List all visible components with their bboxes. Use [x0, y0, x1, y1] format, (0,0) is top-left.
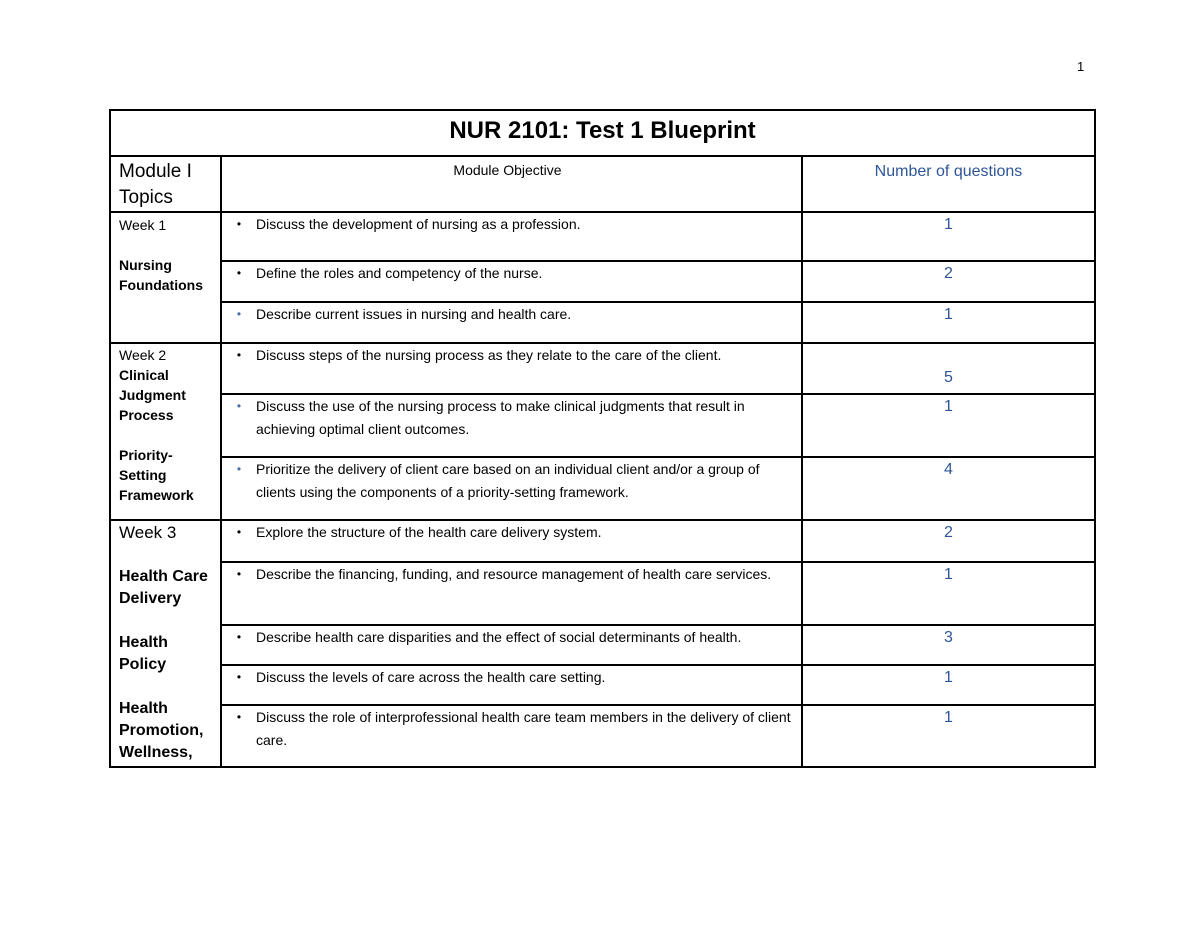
week-label: Week 2	[119, 347, 167, 363]
topic-label: Foundations	[119, 277, 203, 293]
topic-label: Clinical	[119, 367, 169, 383]
topic-label: Framework	[119, 487, 194, 503]
objective-text: Discuss steps of the nursing process as they relate to the care of the client.	[256, 347, 722, 363]
question-count: 1	[802, 562, 1095, 625]
question-count: 3	[802, 625, 1095, 665]
topic-label: Policy	[119, 656, 167, 673]
topic-label: Judgment	[119, 387, 186, 403]
table-row	[110, 562, 1095, 625]
objective-text: Discuss the development of nursing as a profession.	[256, 216, 581, 232]
topic-label: Health	[119, 700, 168, 717]
week3-topic-cell	[110, 520, 221, 767]
objective-text: Explore the structure of the health care delivery system.	[256, 524, 602, 540]
table-title: NUR 2101: Test 1 Blueprint	[110, 110, 1095, 156]
bullet-icon: •	[236, 670, 242, 684]
question-count: 4	[802, 457, 1095, 520]
objective-text: Describe health care disparities and the effect of social determinants of health.	[256, 629, 742, 645]
bullet-icon: •	[236, 399, 242, 413]
objective-cell	[221, 705, 802, 767]
objective-text: Discuss the use of the nursing process to make clinical judgments that result in achieving optimal client outcomes.	[256, 398, 745, 437]
bullet-icon: •	[236, 462, 242, 476]
topic-label: Wellness,	[119, 744, 193, 761]
topic-label: Health Care	[119, 568, 208, 585]
topic-label: Process	[119, 407, 174, 423]
bullet-icon: •	[236, 307, 242, 321]
bullet-icon: •	[236, 266, 242, 280]
page-number: 1	[1077, 59, 1085, 74]
bullet-icon: •	[236, 217, 242, 231]
topic-label: Health	[119, 634, 168, 651]
objective-cell	[221, 302, 802, 343]
bullet-icon: •	[236, 348, 242, 362]
objective-cell	[221, 343, 802, 394]
objective-text: Define the roles and competency of the nurse.	[256, 265, 543, 281]
week2-topic-cell	[110, 343, 221, 520]
question-count: 2	[802, 261, 1095, 302]
objective-cell	[221, 261, 802, 302]
topic-label: Priority-	[119, 447, 173, 463]
table-row	[110, 343, 1095, 394]
objective-cell	[221, 562, 802, 625]
table-row	[110, 705, 1095, 767]
objective-cell	[221, 520, 802, 562]
topic-label: Promotion,	[119, 722, 204, 739]
objective-text: Describe the financing, funding, and resource management of health care services.	[256, 566, 772, 582]
bullet-icon: •	[236, 630, 242, 644]
question-count: 5	[802, 343, 1095, 394]
header-row	[110, 156, 1095, 212]
table-row	[110, 212, 1095, 261]
table-row	[110, 457, 1095, 520]
table-row	[110, 520, 1095, 562]
question-count: 1	[802, 394, 1095, 457]
table-row	[110, 394, 1095, 457]
header-topics: Module I Topics	[110, 156, 221, 212]
bullet-icon: •	[236, 525, 242, 539]
table-row	[110, 665, 1095, 705]
objective-text: Discuss the role of interprofessional health care team members in the delivery of client care.	[256, 709, 791, 748]
bullet-icon: •	[236, 710, 242, 724]
topic-label: Delivery	[119, 590, 182, 607]
question-count: 1	[802, 705, 1095, 767]
question-count: 1	[802, 665, 1095, 705]
week-label: Week 3	[119, 523, 177, 542]
title-row	[110, 110, 1095, 156]
objective-cell	[221, 457, 802, 520]
question-count: 1	[802, 302, 1095, 343]
objective-text: Describe current issues in nursing and health care.	[256, 306, 572, 322]
blueprint-table	[109, 109, 1096, 768]
topic-label: Nursing	[119, 257, 172, 273]
objective-cell	[221, 625, 802, 665]
objective-text: Discuss the levels of care across the health care setting.	[256, 669, 606, 685]
objective-cell	[221, 212, 802, 261]
objective-cell	[221, 394, 802, 457]
question-count: 2	[802, 520, 1095, 562]
header-objective: Module Objective	[221, 156, 802, 212]
objective-cell	[221, 665, 802, 705]
bullet-icon: •	[236, 567, 242, 581]
topic-label: Setting	[119, 467, 167, 483]
header-count: Number of questions	[802, 156, 1095, 212]
question-count: 1	[802, 212, 1095, 261]
objective-text: Prioritize the delivery of client care based on an individual client and/or a group of clients using the components of a priority-setting framework.	[256, 461, 760, 500]
table-row	[110, 625, 1095, 665]
week1-topic-cell	[110, 212, 221, 343]
table-row	[110, 302, 1095, 343]
table-row	[110, 261, 1095, 302]
week-label: Week 1	[119, 217, 167, 233]
